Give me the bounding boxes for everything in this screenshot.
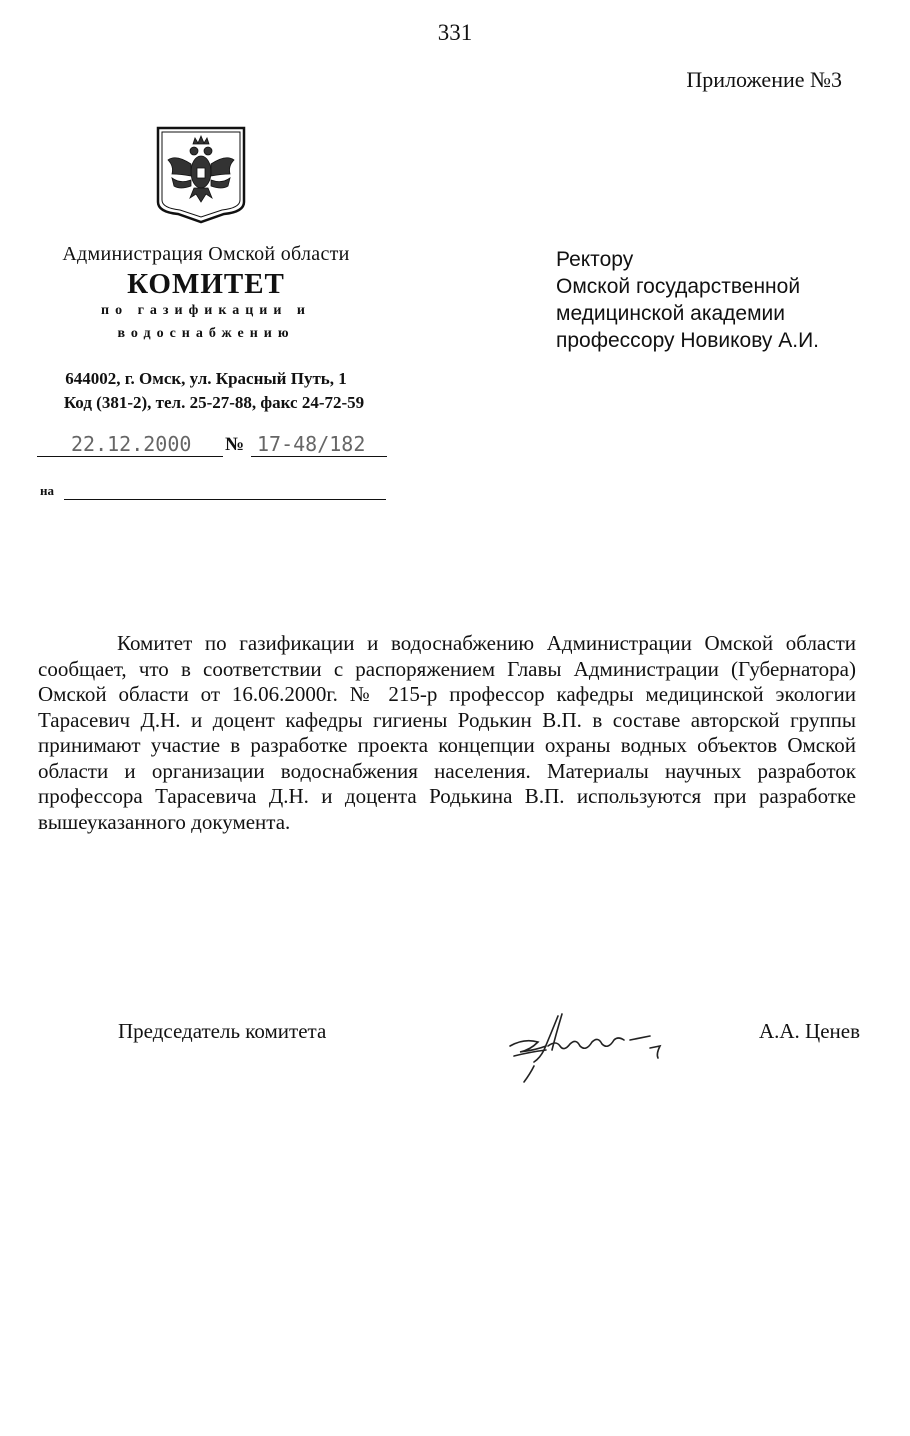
outgoing-date: 22.12.2000 <box>71 432 192 456</box>
letter-body <box>38 631 856 835</box>
handwritten-signature <box>500 1006 680 1086</box>
number-label: № <box>225 434 245 455</box>
in-reply-underline <box>64 483 386 500</box>
body-paragraph: Комитет по газификации и водоснабжению Администрации Омской области сообщает, что в соответствии с распоряжением Главы Администрации (Губернатора) Омской области от 16.06.2000г. № 215-р профессор кафедры медицинской экологии Тарасевич Д.Н. и доцент кафедры гигиены Родькин В.П. в составе авторской группы принимают участие в разработке проекта концепции охраны водных объектов Омской области и организации водоснабжения населения. Материалы научных разработок профессора Тарасевича Д.Н. и доцента Родькина В.П. используются при разработке вышеуказанного документа. <box>38 631 856 834</box>
recipient-line1: Ректору <box>556 248 634 271</box>
number-underline <box>251 430 387 457</box>
sender-department-line2: водоснабжению <box>117 326 295 341</box>
reference-line <box>37 430 387 458</box>
recipient-line2: Омской государственной <box>556 275 801 298</box>
sender-address-line1: 644002, г. Омск, ул. Красный Путь, 1 <box>65 369 347 388</box>
recipient-block <box>556 246 819 354</box>
sender-administration: Администрация Омской области <box>62 243 350 265</box>
in-reply-label: на <box>40 483 54 498</box>
recipient-line4: профессору Новикову А.И. <box>556 329 820 352</box>
signatory-title: Председатель комитета <box>118 1019 327 1043</box>
coat-of-arms-emblem <box>154 124 248 224</box>
appendix-label: Приложение №3 <box>686 67 842 92</box>
page-number: 331 <box>437 20 473 45</box>
in-reply-line <box>40 483 386 503</box>
outgoing-number: 17-48/182 <box>257 432 366 456</box>
sender-committee: КОМИТЕТ <box>127 268 285 300</box>
date-underline <box>37 430 223 457</box>
signatory-name: А.А. Ценев <box>758 1019 860 1043</box>
recipient-line3: медицинской академии <box>556 302 786 325</box>
sender-department-line1: по газификации и <box>101 303 311 318</box>
sender-address-line2: Код (381-2), тел. 25-27-88, факс 24-72-59 <box>63 393 365 412</box>
